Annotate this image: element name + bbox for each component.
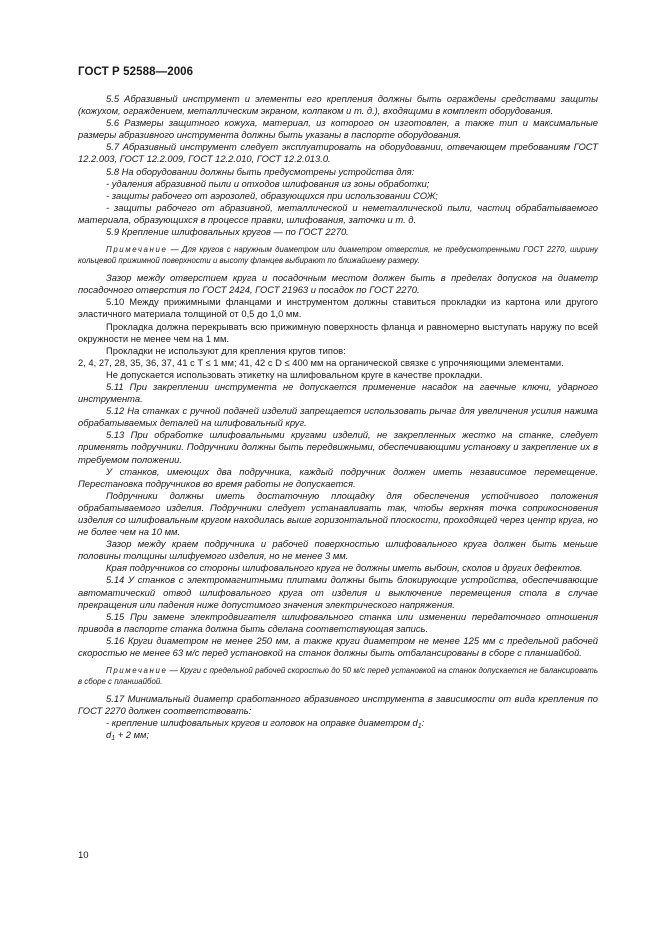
- paragraph-wheel-types: 2, 4, 27, 28, 35, 36, 37, 41 с T ≤ 1 мм; 41, 42 с D ≤ 400 мм на органической связке с упрочняющими элементами.: [78, 356, 564, 368]
- subscript: 1: [417, 723, 422, 731]
- list-item-end: :: [421, 717, 425, 729]
- list-item-dust-removal: - удаления абразивной пыли и отходов шлифования из зоны обработки;: [106, 177, 430, 189]
- paragraph-rest-platform: Подручники должны иметь достаточную площадку для обеспечения устойчивого положения обрабатываемого изделия. Подручники следует устанавливать так, чтобы верхняя точка соприкосновения изделия со шлифовальным кругом находилась выше горизонтальной плоскости, проходящей через центр круга, но не более чем на 10 мм.: [78, 489, 598, 538]
- paragraph-5-15: 5.15 При замене электродвигателя шлифовального станка или изменении передаточного отношения привода в паспорте станка должна быть сделана соответствующая запись.: [78, 610, 598, 634]
- subscript: 1: [111, 735, 116, 743]
- list-item-dust-protection: - защиты рабочего от абразивной, металлической и неметаллической пыли, частиц обрабатываемого материала, образующихся в процессе правки, шлифования, заточки и т. д.: [78, 201, 598, 225]
- paragraph-5-11: 5.11 При закреплении инструмента не допускается применение насадок на гаечные ключи, ударного инструмента.: [78, 380, 598, 405]
- formula-rest: + 2 мм;: [115, 729, 150, 741]
- list-item-text: - крепление шлифовальных кругов и головок на оправке диаметром d: [106, 717, 418, 729]
- paragraph-5-5: 5.5 Абразивный инструмент и элементы его крепления должны быть ограждены средствами защиты (кожухом, ограждением, металлическим экраном, колпаком и т. д.), входящими в комплект оборудования.: [78, 93, 598, 117]
- paragraph-5-9: 5.9 Крепление шлифовальных кругов — по ГОСТ 2270.: [106, 226, 349, 238]
- paragraph-label-not-gasket: Не допускается использовать этикетку на шлифовальном круге в качестве прокладки.: [106, 368, 483, 380]
- list-item-aerosol-protection: - защиты рабочего от аэрозолей, образующихся при использовании СОЖ;: [106, 189, 438, 201]
- paragraph-rest-gap: Зазор между краем подручника и рабочей поверхностью шлифовального круга должен быть меньше половины толщины шлифуемого изделия, но не менее 3 мм.: [78, 538, 598, 562]
- note-balancing: [78, 665, 598, 687]
- paragraph-5-14: 5.14 У станков с электромагнитными плитами должны быть блокирующие устройства, обеспечивающие автоматический отвод шлифовального круга от изделия и выключение перемещения стола в случае прекращения или падения ниже допустимого значения электрического напряжения.: [78, 574, 598, 610]
- paragraph-5-6: 5.6 Размеры защитного кожуха, материал, из которого он изготовлен, а также тип и максимальные размеры абразивного инструмента должны быть указаны в паспорте оборудования.: [78, 117, 598, 141]
- note-text: — Для кругов с наружным диаметром или диаметром отверстия, не предусмотренными ГОСТ 2270, ширину кольцевой прижимной поверхности и высоту фланцев выбирают по ближайшему размеру.: [78, 245, 598, 266]
- paragraph-5-8: 5.8 На оборудовании должны быть предусмотрены устройства для:: [106, 165, 415, 177]
- note-text: — Круги с предельной рабочей скоростью до 50 м/с перед установкой на станок допускается не балансировать в сборе с планшайбой.: [78, 666, 598, 687]
- formula-variable: d: [106, 729, 112, 741]
- document-body: [78, 93, 598, 742]
- page-number: 10: [78, 850, 89, 861]
- paragraph-5-17: 5.17 Минимальный диаметр сработанного абразивного инструмента в зависимости от вида крепления по ГОСТ 2270 должен соответствовать:: [78, 693, 598, 717]
- note-label: Примечание: [106, 245, 168, 255]
- paragraph-5-12: 5.12 На станках с ручной подачей изделий запрещается использовать рычаг для увеличения усилия нажима обрабатываемых деталей на шлифовальный круг.: [78, 405, 598, 429]
- note-flange-size: [78, 244, 598, 266]
- formula-d1-plus-2: [78, 729, 598, 741]
- paragraph-5-7: 5.7 Абразивный инструмент следует эксплуатировать на оборудовании, отвечающем требованиям ГОСТ 12.2.003, ГОСТ 12.2.009, ГОСТ 12.2.010, ГОСТ 12.2.013.0.: [78, 141, 598, 165]
- page-header-standard-title: ГОСТ Р 52588—2006: [78, 66, 194, 78]
- paragraph-clearance: Зазор между отверстием круга и посадочным местом должен быть в пределах допусков на диаметр посадочного отверстия по ГОСТ 2424, ГОСТ 21963 и посадок по ГОСТ 2270.: [78, 272, 598, 296]
- paragraph-rest-edges: Края подручников со стороны шлифовального круга не должны иметь выбоин, сколов и других дефектов.: [106, 562, 583, 574]
- list-item-mandrel-mounting: [78, 717, 598, 729]
- note-label: Примечание: [106, 666, 168, 676]
- paragraph-5-13: 5.13 При обработке шлифовальными кругами изделий, не закрепленных жестко на станке, следует применять подручники. Подручники должны быть передвижными, обеспечивающими установку и закрепление их в требуемом положении.: [78, 429, 598, 465]
- paragraph-two-rests: У станков, имеющих два подручника, каждый подручник должен иметь независимое перемещение. Перестановка подручников во время работы не допускается.: [78, 465, 598, 489]
- paragraph-5-10: 5.10 Между прижимными фланцами и инструментом должны ставиться прокладки из картона или другого эластичного материала толщиной от 0,5 до 1,0 мм.: [78, 296, 598, 320]
- paragraph-5-16: 5.16 Круги диаметром не менее 250 мм, а также круги диаметром не менее 125 мм с предельной рабочей скоростью не менее 63 м/с перед установкой на станок должны быть отбалансированы в сборе с планшайбой.: [78, 634, 598, 659]
- paragraph-gasket-overlap: Прокладка должна перекрывать всю прижимную поверхность фланца и равномерно выступать наружу по всей окружности не менее чем на 1 мм.: [78, 320, 598, 344]
- paragraph-gasket-not-used: Прокладки не используют для крепления кругов типов:: [106, 344, 346, 356]
